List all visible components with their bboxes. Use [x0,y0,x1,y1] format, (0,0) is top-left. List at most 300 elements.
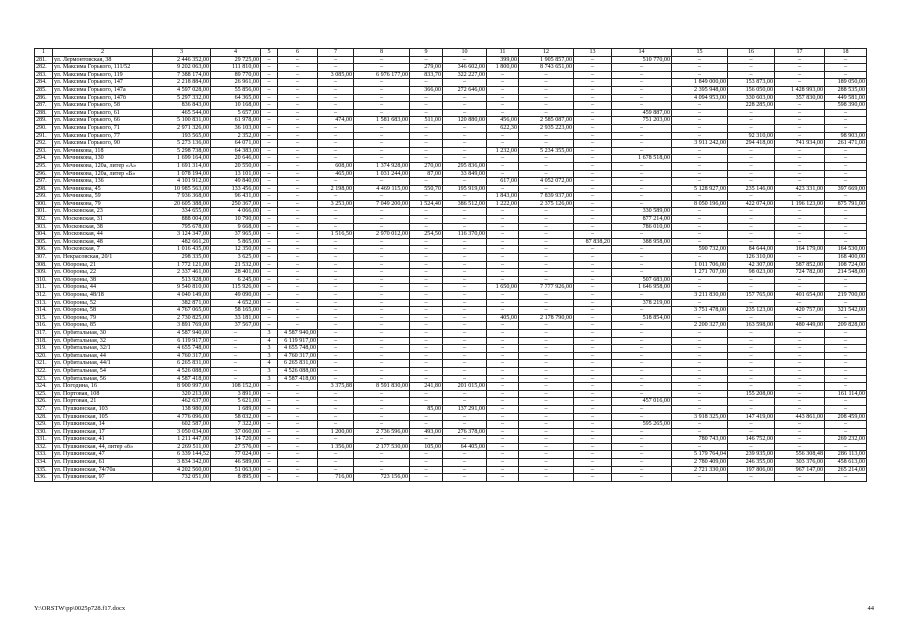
value-cell: 164 530,00 [825,246,867,254]
table-row [35,413,867,421]
row-number-cell: 300. [35,200,53,208]
value-cell: – [728,162,775,170]
address-cell: ул. Орбитальная, 30 [53,329,153,337]
value-cell: – [574,124,612,132]
value-cell: – [410,299,443,307]
value-cell: – [278,193,318,201]
row-number-cell: 309. [35,269,53,277]
row-number-cell: 287. [35,102,53,110]
value-cell: – [261,436,278,444]
value-cell: – [519,337,574,345]
value-cell: 14 720,00 [211,436,261,444]
row-number-cell: 294. [35,155,53,163]
value-cell: – [612,178,672,186]
value-cell: 751 203,00 [612,117,672,125]
value-cell: – [672,170,728,178]
address-cell: ул. Обороны, 48/18 [53,292,153,300]
value-cell: – [354,276,410,284]
value-cell: 833,70 [410,71,443,79]
value-cell: – [211,337,261,345]
value-cell: 270,00 [410,162,443,170]
value-cell: 2 736 596,00 [354,428,410,436]
value-cell: – [612,466,672,474]
value-cell: 108 152,00 [211,383,261,391]
value-cell: 265 214,00 [825,466,867,474]
value-cell: – [519,436,574,444]
value-cell: – [443,413,487,421]
table-row [35,162,867,170]
value-cell: – [672,284,728,292]
value-cell: 1 078 194,00 [153,170,211,178]
value-cell: – [487,94,519,102]
value-cell: – [354,56,410,64]
value-cell: – [612,94,672,102]
value-cell: 3 [261,329,278,337]
value-cell: – [728,223,775,231]
value-cell: – [354,299,410,307]
address-cell: ул. Орбитальная, 32 [53,337,153,345]
column-header: 9 [410,49,443,57]
row-number-cell: 324. [35,383,53,391]
value-cell: 465,00 [318,170,354,178]
value-cell: – [487,367,519,375]
value-cell: 513 928,00 [153,276,211,284]
table-row [35,155,867,163]
value-cell: – [728,231,775,239]
address-cell: ул. Орбитальная, 32/1 [53,345,153,353]
table-row [35,284,867,292]
value-cell: – [519,269,574,277]
value-cell: 2 352,00 [211,132,261,140]
value-cell: – [354,238,410,246]
address-cell: ул. Максима Горького, 71 [53,124,153,132]
value-cell: 617,00 [487,178,519,186]
value-cell: 2 218 884,00 [153,79,211,87]
value-cell: – [612,147,672,155]
value-cell: 197 806,00 [728,466,775,474]
value-cell: 4 [261,360,278,368]
value-cell: – [775,428,825,436]
row-number-cell: 332. [35,443,53,451]
value-cell: – [728,276,775,284]
value-cell: – [574,261,612,269]
value-cell: – [775,436,825,444]
value-cell: 474,00 [318,117,354,125]
value-cell: 9 540 810,00 [153,284,211,292]
value-cell: – [574,474,612,482]
table-row [35,443,867,451]
value-cell: – [318,360,354,368]
table-row [35,292,867,300]
value-cell: – [574,398,612,406]
value-cell: – [775,102,825,110]
value-cell: – [354,352,410,360]
value-cell: 1 356,00 [318,443,354,451]
value-cell: – [728,428,775,436]
value-cell: 2 585 087,00 [519,117,574,125]
table-row [35,170,867,178]
value-cell: 77 024,00 [211,451,261,459]
value-cell: – [672,155,728,163]
value-cell: – [261,147,278,155]
value-cell: – [443,276,487,284]
value-cell: – [318,261,354,269]
value-cell: – [672,216,728,224]
value-cell: – [574,345,612,353]
value-cell: – [728,109,775,117]
value-cell: – [672,178,728,186]
value-cell: – [825,155,867,163]
table-row [35,307,867,315]
value-cell: – [672,443,728,451]
address-cell: ул. Максима Горького, 58 [53,102,153,110]
value-cell: 2 730 825,00 [153,314,211,322]
value-cell: 321 542,00 [825,307,867,315]
value-cell: – [443,459,487,467]
value-cell: – [775,238,825,246]
value-cell: 115 926,00 [211,284,261,292]
value-cell: 219 700,00 [825,292,867,300]
value-cell: – [672,276,728,284]
value-cell: 7 839 937,00 [519,193,574,201]
value-cell: – [410,269,443,277]
value-cell: – [519,307,574,315]
value-cell: – [487,231,519,239]
value-cell: – [443,132,487,140]
table-row [35,466,867,474]
value-cell: 4 101 912,00 [153,178,211,186]
table-header-row [35,49,867,57]
value-cell: 4 [261,337,278,345]
value-cell: 1 031 244,00 [354,170,410,178]
address-cell: ул. Портовая, 108 [53,390,153,398]
value-cell: 195 919,00 [443,185,487,193]
column-header: 18 [825,49,867,57]
value-cell: – [487,238,519,246]
value-cell: – [775,360,825,368]
value-cell: – [728,421,775,429]
value-cell: – [318,276,354,284]
value-cell: 254,50 [410,231,443,239]
value-cell: 875 791,00 [825,200,867,208]
value-cell: – [354,147,410,155]
row-number-cell: 331. [35,436,53,444]
value-cell: 294 418,00 [728,140,775,148]
value-cell: – [261,155,278,163]
value-cell: 8 050 196,00 [672,200,728,208]
table-row [35,71,867,79]
value-cell: – [825,276,867,284]
value-cell: 250 367,00 [211,200,261,208]
value-cell: – [278,79,318,87]
value-cell: 836 843,00 [153,102,211,110]
value-cell: – [410,238,443,246]
value-cell: – [487,261,519,269]
value-cell: – [612,261,672,269]
value-cell: – [519,79,574,87]
value-cell: – [211,352,261,360]
value-cell: – [443,216,487,224]
value-cell: – [278,413,318,421]
value-cell: – [825,375,867,383]
value-cell: – [574,360,612,368]
value-cell: – [410,140,443,148]
value-cell: – [443,345,487,353]
value-cell: – [354,94,410,102]
value-cell: 401 654,00 [775,292,825,300]
address-cell: ул. Пушкинская, 97 [53,474,153,482]
value-cell: – [410,352,443,360]
value-cell: 723 156,00 [354,474,410,482]
table-row [35,428,867,436]
value-cell: – [612,337,672,345]
row-number-cell: 330. [35,428,53,436]
value-cell: – [318,413,354,421]
value-cell: 7 388 174,00 [153,71,211,79]
row-number-cell: 310. [35,276,53,284]
value-cell: – [487,185,519,193]
value-cell: 298 335,00 [153,254,211,262]
value-cell: – [278,124,318,132]
value-cell: – [612,64,672,72]
value-cell: – [519,451,574,459]
value-cell: – [487,398,519,406]
value-cell: – [574,147,612,155]
value-cell: 288 535,00 [825,86,867,94]
table-row [35,140,867,148]
value-cell: – [775,231,825,239]
value-cell: 330 589,00 [612,208,672,216]
value-cell: – [825,360,867,368]
value-cell: 1 581 683,00 [354,117,410,125]
value-cell: – [519,466,574,474]
value-cell: – [261,299,278,307]
value-cell: – [354,109,410,117]
value-cell: – [612,162,672,170]
value-cell: – [261,79,278,87]
value-cell: – [519,459,574,467]
value-cell: – [825,352,867,360]
value-cell: – [278,276,318,284]
value-cell: 189 050,00 [825,79,867,87]
value-cell: 507 683,00 [612,276,672,284]
address-cell: ул. Пушкинская, 74/70а [53,466,153,474]
table-row [35,360,867,368]
value-cell: – [672,345,728,353]
value-cell: – [410,261,443,269]
address-cell: ул. Обороны, 79 [53,314,153,322]
row-number-cell: 317. [35,329,53,337]
value-cell: – [443,254,487,262]
value-cell: – [487,390,519,398]
value-cell: – [443,367,487,375]
value-cell: 6 119 917,00 [278,337,318,345]
value-cell: – [354,124,410,132]
value-cell: – [278,466,318,474]
value-cell: – [410,413,443,421]
value-cell: – [487,170,519,178]
value-cell: – [672,299,728,307]
address-cell: ул. Некрасовская, 20/1 [53,254,153,262]
value-cell: – [487,421,519,429]
value-cell: 276 378,00 [443,428,487,436]
value-cell: 3 [261,345,278,353]
table-row [35,405,867,413]
value-cell: – [728,398,775,406]
value-cell: – [574,269,612,277]
value-cell: – [775,132,825,140]
value-cell: – [612,132,672,140]
column-header: 12 [519,49,574,57]
value-cell: 5 234 355,00 [519,147,574,155]
value-cell: 2 200 327,00 [672,322,728,330]
value-cell: – [278,398,318,406]
value-cell: – [278,109,318,117]
value-cell: – [825,284,867,292]
value-cell: – [410,451,443,459]
value-cell: 4 202 560,00 [153,466,211,474]
value-cell: – [318,246,354,254]
value-cell: – [410,314,443,322]
value-cell: – [728,238,775,246]
value-cell: – [278,269,318,277]
address-cell: ул. Максима Горького, 90 [53,140,153,148]
value-cell: – [825,398,867,406]
table-row [35,94,867,102]
value-cell: – [519,216,574,224]
value-cell: – [318,451,354,459]
value-cell: – [318,86,354,94]
value-cell: 49 090,00 [211,292,261,300]
value-cell: – [354,284,410,292]
value-cell: – [519,71,574,79]
value-cell: 9 202 063,00 [153,64,211,72]
value-cell: – [487,254,519,262]
value-cell: – [612,185,672,193]
value-cell: 780 743,00 [672,436,728,444]
value-cell: – [825,428,867,436]
value-cell: 1 516,50 [318,231,354,239]
value-cell: – [612,345,672,353]
value-cell: – [278,117,318,125]
value-cell: – [410,56,443,64]
value-cell: – [278,451,318,459]
value-cell: – [775,345,825,353]
address-cell: ул. Обороны, 52 [53,299,153,307]
table-body [35,56,867,481]
value-cell: – [728,117,775,125]
value-cell: – [487,459,519,467]
value-cell: 458 613,00 [825,459,867,467]
address-cell: ул. Пушкинская, 47 [53,451,153,459]
value-cell: 622,30 [487,124,519,132]
address-cell: ул. Максима Горького, 61 [53,109,153,117]
value-cell: 4 655 748,00 [153,345,211,353]
value-cell: – [278,147,318,155]
value-cell: 133 456,00 [211,185,261,193]
value-cell: 2 970 012,00 [354,231,410,239]
value-cell: 5 621,00 [211,398,261,406]
value-cell: 443 861,00 [775,413,825,421]
value-cell: 13 101,00 [211,170,261,178]
value-cell: – [574,428,612,436]
value-cell: – [574,352,612,360]
value-cell: – [775,147,825,155]
table-row [35,337,867,345]
value-cell: – [354,193,410,201]
value-cell: – [825,383,867,391]
value-cell: – [574,443,612,451]
value-cell: 241,80 [410,383,443,391]
value-cell: – [612,329,672,337]
value-cell: – [672,337,728,345]
row-number-cell: 333. [35,451,53,459]
value-cell: 147 419,00 [728,413,775,421]
row-number-cell: 314. [35,307,53,315]
value-cell: – [574,421,612,429]
value-cell: – [775,421,825,429]
column-header: 15 [672,49,728,57]
value-cell: – [775,170,825,178]
value-cell: – [728,383,775,391]
value-cell: – [612,459,672,467]
value-cell: – [519,162,574,170]
value-cell: – [672,231,728,239]
value-cell: 8 743 651,00 [519,64,574,72]
value-cell: – [278,155,318,163]
value-cell: 4 655 748,00 [278,345,318,353]
value-cell: – [354,405,410,413]
value-cell: – [410,345,443,353]
value-cell: – [410,216,443,224]
value-cell: – [354,322,410,330]
value-cell: – [410,193,443,201]
table-row [35,102,867,110]
value-cell: 6 339 144,52 [153,451,211,459]
value-cell: – [519,292,574,300]
value-cell: – [487,428,519,436]
table-row [35,132,867,140]
value-cell: – [519,390,574,398]
value-cell: – [278,299,318,307]
value-cell: – [261,109,278,117]
value-cell: – [278,170,318,178]
value-cell: – [728,314,775,322]
value-cell: – [672,208,728,216]
address-cell: ул. Мечникова, 136 [53,178,153,186]
value-cell: 1 772 121,00 [153,261,211,269]
value-cell: – [443,178,487,186]
value-cell: – [410,337,443,345]
value-cell: – [410,124,443,132]
value-cell: 3 211 830,00 [672,292,728,300]
value-cell: 303 376,00 [775,459,825,467]
value-cell: – [612,360,672,368]
value-cell: 1 016 435,00 [153,246,211,254]
column-header: 11 [487,49,519,57]
value-cell: – [354,451,410,459]
value-cell: – [574,102,612,110]
value-cell: – [410,94,443,102]
value-cell: 4 052 072,00 [519,178,574,186]
value-cell: – [612,292,672,300]
row-number-cell: 311. [35,284,53,292]
value-cell: 6 976 177,00 [354,71,410,79]
table-row [35,299,867,307]
value-cell: – [519,261,574,269]
value-cell: 7 322,00 [211,421,261,429]
value-cell: – [775,329,825,337]
